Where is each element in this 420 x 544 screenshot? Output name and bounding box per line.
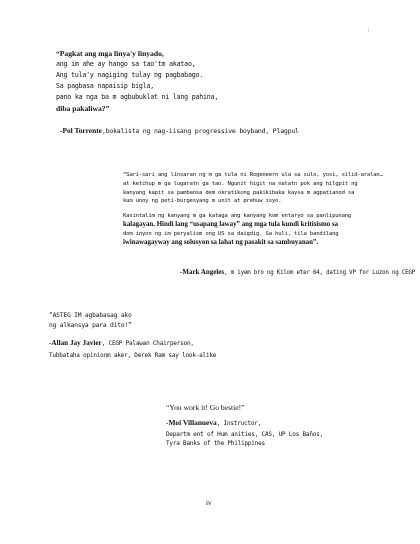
attribution-detail: Departm ent of Hum anities, CAS, UP Los Baños,	[166, 430, 323, 438]
quote-line: ng alkansya para dito!”	[49, 322, 132, 329]
attribution-name: -Pol Torrente	[60, 126, 102, 135]
corner-mark: i	[368, 28, 370, 34]
attribution-detail: Tyra Banks of the Philippines	[166, 440, 265, 447]
attribution-name: -Mark Angeles	[180, 268, 225, 276]
quote-line: pano ka nga ba m agbubuklat ni lang pahina,	[56, 93, 219, 101]
attribution-name: -Allan Jay Javier	[49, 339, 102, 347]
quote-line: iwinawagayway ang solusyon sa lahat ng pasakit sa sambuyanan”.	[123, 238, 319, 246]
quote-line: at ketchup m ga lugaratn ga tao. Ngunit higit na natatn pok ang hilgpit ng	[123, 180, 358, 187]
attribution-pol-torrente	[60, 125, 299, 137]
attribution-name: -Moi Villanueva	[166, 418, 217, 427]
quote-line: Kasintalim ng kanyang m ga kataga ang kanyang kom entaryo sa panlipunang	[123, 213, 352, 220]
attribution-role: , CEGP Palawan Chairperson,	[101, 340, 194, 347]
quote-line: kum unoy ng peti-burgesyang m unit at prehuw isyo.	[123, 198, 282, 205]
quote-line: “ASTEG IM agbabasag ako	[49, 312, 132, 319]
quote-line: Sa pagbasa napaisip bigla,	[56, 82, 155, 90]
quote-allan-jay-javier	[49, 311, 132, 331]
attribution-detail: Tubbataha opinionm aker, Derek Ram say look-alike	[49, 352, 217, 359]
quote-line: Ang tula'y nagiging tulay ng pagbabago.	[56, 71, 204, 79]
attribution-role: ,bokalista ng nag-iisang progressive boyband, Plagpul	[101, 127, 299, 135]
attribution-moi-villanueva	[166, 418, 323, 449]
quote-moi-villanueva: “You work it! Go bestie!”	[166, 403, 245, 412]
quote-line: kalagayan. Hindi lang “usapang laway” ang mga tula kundi kritisismo sa	[123, 220, 339, 228]
page-number: iv	[206, 499, 212, 507]
attribution-mark-angeles	[180, 267, 415, 279]
quote-line: diba pakaliwa?”	[56, 104, 110, 113]
quote-pol-torrente	[56, 48, 218, 114]
quote-mark-angeles	[123, 171, 383, 247]
quote-line: kanyang kapit sa pambansa dem okratikong pakikibaka kaysa m agpatianod sa	[123, 189, 355, 196]
quote-line: dom inyon ng im peryalism ong US sa daigdig. Sa huli, tila bandilang	[123, 230, 339, 237]
attribution-role: , m iyem bro ng Kilom eter 64, dating VP for Luzon ng CEGP	[224, 270, 415, 276]
quote-line: “Sari-sari ang linsaran ng m ga tula ni Rogeneern ula sa sulo, yosi, silid-aralan…	[123, 172, 383, 178]
attribution-allan-jay-javier	[49, 338, 216, 361]
quote-line: ang im ahe ay hango sa tao'tm akatao,	[56, 60, 196, 68]
attribution-role: , Instructor,	[216, 420, 262, 427]
quote-line: “Pagkat ang mga linya'y linyado,	[56, 49, 164, 58]
